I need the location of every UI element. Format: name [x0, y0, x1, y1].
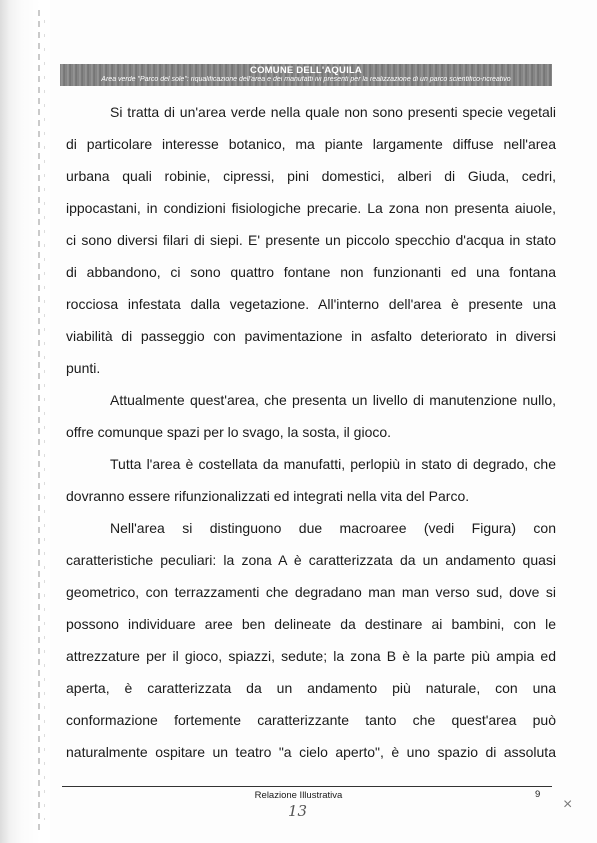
text-line: Tutta l'area è costellata da manufatti, perlopiù in stato di degrado, che	[110, 456, 556, 472]
text-line: Nell'area si distinguono due macroaree (vedi Figura) con	[110, 520, 556, 536]
text-line: di abbandono, ci sono quattro fontane non funzionanti ed una fontana	[66, 264, 556, 280]
text-line: urbana quali robinie, cipressi, pini domestici, alberi di Giuda, cedri,	[66, 168, 556, 184]
text-line: Attualmente quest'area, che presenta un livello di manutenzione nullo,	[110, 392, 556, 408]
page-number: 9	[535, 789, 541, 800]
text-line: aperta, è caratterizzata da un andamento più naturale, con una	[66, 680, 556, 696]
text-line: naturalmente ospitare un teatro "a cielo aperto", è uno spazio di assoluta	[66, 744, 556, 760]
text-line: possono individuare aree ben delineate da destinare ai bambini, con le	[66, 616, 556, 632]
scan-binding-edge	[0, 0, 50, 843]
scan-binding-mark	[38, 10, 40, 830]
footer-label: Relazione Illustrativa	[254, 790, 343, 801]
text-line: ci sono diversi filari di siepi. E' presente un piccolo specchio d'acqua in stato	[66, 232, 556, 248]
text-line: Si tratta di un'area verde nella quale non sono presenti specie vegetali	[110, 104, 556, 120]
scan-binding-mark-secondary	[44, 20, 45, 820]
text-line: rocciosa infestata dalla vegetazione. All'interno dell'area è presente una	[66, 296, 556, 312]
text-line: attrezzature per il gioco, spiazzi, sedute; la zona B è la parte più ampia ed	[66, 648, 556, 664]
paragraph	[66, 448, 556, 512]
header-subtitle: Area verde "Parco del sole": riqualificazione dell'area e dei manufatti ivi presenti per la realizzazione di un parco scientifico-ricreativo	[101, 76, 511, 83]
text-line: geometrico, con terrazzamenti che degradano man man verso sud, dove si	[66, 584, 556, 600]
document-header	[60, 64, 552, 86]
text-line: di particolare interesse botanico, ma piante largamente diffuse nell'area	[66, 136, 556, 152]
text-line: ippocastani, in condizioni fisiologiche precarie. La zona non presenta aiuole,	[66, 200, 556, 216]
text-line: punti.	[66, 360, 101, 376]
header-title: COMUNE DELL'AQUILA	[250, 65, 362, 76]
text-line: viabilità di passeggio con pavimentazione in asfalto deteriorato in diversi	[66, 328, 556, 344]
footer-divider	[62, 786, 552, 787]
body-text	[66, 96, 556, 768]
paragraph	[66, 512, 556, 768]
text-line: conformazione fortemente caratterizzante tanto che quest'area può	[66, 712, 556, 728]
paragraph	[66, 96, 556, 384]
text-line: dovranno essere rifunzionalizzati ed integrati nella vita del Parco.	[66, 488, 470, 504]
text-line: offre comunque spazi per lo svago, la sosta, il gioco.	[66, 424, 392, 440]
paragraph	[66, 384, 556, 448]
text-line: caratteristiche peculiari: la zona A è caratterizzata da un andamento quasi	[66, 552, 556, 568]
pen-mark-icon: ×	[563, 796, 573, 813]
handwritten-page-number: 13	[288, 802, 308, 820]
